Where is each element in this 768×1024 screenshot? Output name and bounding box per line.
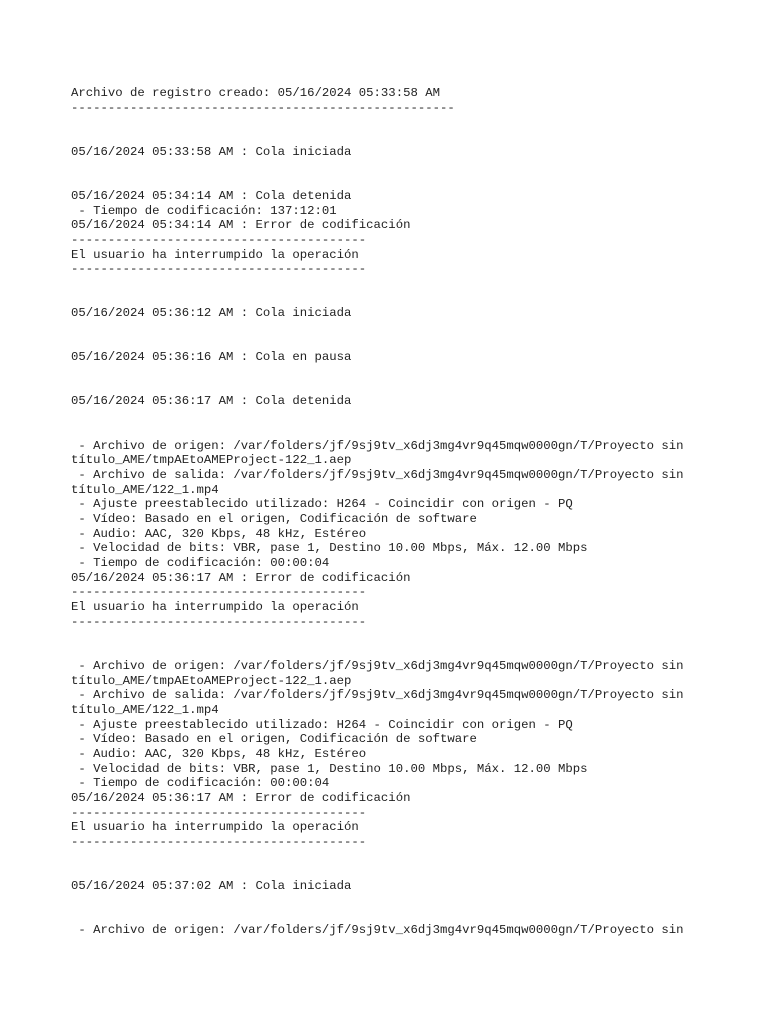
log-line: - Tiempo de codificación: 00:00:04 bbox=[71, 776, 330, 791]
log-line bbox=[71, 644, 751, 659]
log-line: título_AME/tmpAEtoAMEProject-122_1.aep bbox=[71, 453, 352, 468]
log-line bbox=[71, 424, 751, 439]
log-line: título_AME/122_1.mp4 bbox=[71, 482, 219, 497]
log-line bbox=[71, 380, 751, 395]
log-line bbox=[71, 115, 751, 130]
log-line: ---------------------------------------- bbox=[71, 585, 367, 600]
log-line: 05/16/2024 05:36:16 AM : Cola en pausa bbox=[71, 350, 352, 365]
log-line: - Archivo de origen: /var/folders/jf/9sj9tv_x6dj3mg4vr9q45mqw0000gn/T/Proyecto sin bbox=[71, 658, 684, 673]
log-line bbox=[71, 159, 751, 174]
log-line: Archivo de registro creado: 05/16/2024 05:33:58 AM bbox=[71, 86, 440, 100]
log-line: - Velocidad de bits: VBR, pase 1, Destino 10.00 Mbps, Máx. 12.00 Mbps bbox=[71, 541, 588, 556]
log-line: - Archivo de salida: /var/folders/jf/9sj9tv_x6dj3mg4vr9q45mqw0000gn/T/Proyecto sin bbox=[71, 467, 684, 482]
log-line: El usuario ha interrumpido la operación bbox=[71, 820, 359, 835]
log-line: - Tiempo de codificación: 137:12:01 bbox=[71, 203, 337, 218]
log-line bbox=[71, 321, 751, 336]
log-document bbox=[71, 86, 751, 938]
log-line: El usuario ha interrumpido la operación bbox=[71, 247, 359, 262]
log-line bbox=[71, 864, 751, 879]
log-line bbox=[71, 336, 751, 351]
log-line: 05/16/2024 05:34:14 AM : Cola detenida bbox=[71, 188, 352, 203]
log-line: - Archivo de origen: /var/folders/jf/9sj9tv_x6dj3mg4vr9q45mqw0000gn/T/Proyecto sin bbox=[71, 923, 684, 938]
log-line: - Audio: AAC, 320 Kbps, 48 kHz, Estéreo bbox=[71, 746, 367, 761]
log-line: 05/16/2024 05:34:14 AM : Error de codificación bbox=[71, 218, 411, 233]
log-line bbox=[71, 365, 751, 380]
log-line: El usuario ha interrumpido la operación bbox=[71, 600, 359, 615]
log-line bbox=[71, 130, 751, 145]
log-line bbox=[71, 292, 751, 307]
log-line: ---------------------------------------- bbox=[71, 614, 367, 629]
log-line: - Vídeo: Basado en el origen, Codificación de software bbox=[71, 511, 477, 526]
log-line: ---------------------------------------------------- bbox=[71, 100, 455, 115]
log-line: ---------------------------------------- bbox=[71, 835, 367, 850]
log-line: - Audio: AAC, 320 Kbps, 48 kHz, Estéreo bbox=[71, 526, 367, 541]
log-line bbox=[71, 629, 751, 644]
log-line: título_AME/tmpAEtoAMEProject-122_1.aep bbox=[71, 673, 352, 688]
log-line: 05/16/2024 05:37:02 AM : Cola iniciada bbox=[71, 879, 352, 894]
log-line bbox=[71, 174, 751, 189]
log-line: 05/16/2024 05:36:17 AM : Error de codificación bbox=[71, 570, 411, 585]
log-line: - Tiempo de codificación: 00:00:04 bbox=[71, 556, 330, 570]
log-line: 05/16/2024 05:36:12 AM : Cola iniciada bbox=[71, 306, 352, 321]
log-line: ---------------------------------------- bbox=[71, 262, 367, 277]
log-line: 05/16/2024 05:36:17 AM : Error de codificación bbox=[71, 791, 411, 805]
log-line: - Ajuste preestablecido utilizado: H264 - Coincidir con origen - PQ bbox=[71, 497, 573, 512]
log-line bbox=[71, 850, 751, 865]
log-line: ---------------------------------------- bbox=[71, 232, 367, 247]
log-line: ---------------------------------------- bbox=[71, 805, 367, 820]
log-line: 05/16/2024 05:33:58 AM : Cola iniciada bbox=[71, 144, 352, 159]
log-line: - Ajuste preestablecido utilizado: H264 - Coincidir con origen - PQ bbox=[71, 717, 573, 732]
log-line bbox=[71, 909, 751, 924]
log-line: - Velocidad de bits: VBR, pase 1, Destino 10.00 Mbps, Máx. 12.00 Mbps bbox=[71, 761, 588, 776]
log-line bbox=[71, 277, 751, 292]
log-line bbox=[71, 409, 751, 424]
log-line: - Archivo de origen: /var/folders/jf/9sj9tv_x6dj3mg4vr9q45mqw0000gn/T/Proyecto sin bbox=[71, 438, 684, 453]
log-line: título_AME/122_1.mp4 bbox=[71, 702, 219, 717]
log-line bbox=[71, 894, 751, 909]
log-line: 05/16/2024 05:36:17 AM : Cola detenida bbox=[71, 394, 352, 409]
log-line: - Vídeo: Basado en el origen, Codificación de software bbox=[71, 732, 477, 747]
log-line: - Archivo de salida: /var/folders/jf/9sj9tv_x6dj3mg4vr9q45mqw0000gn/T/Proyecto sin bbox=[71, 688, 684, 703]
